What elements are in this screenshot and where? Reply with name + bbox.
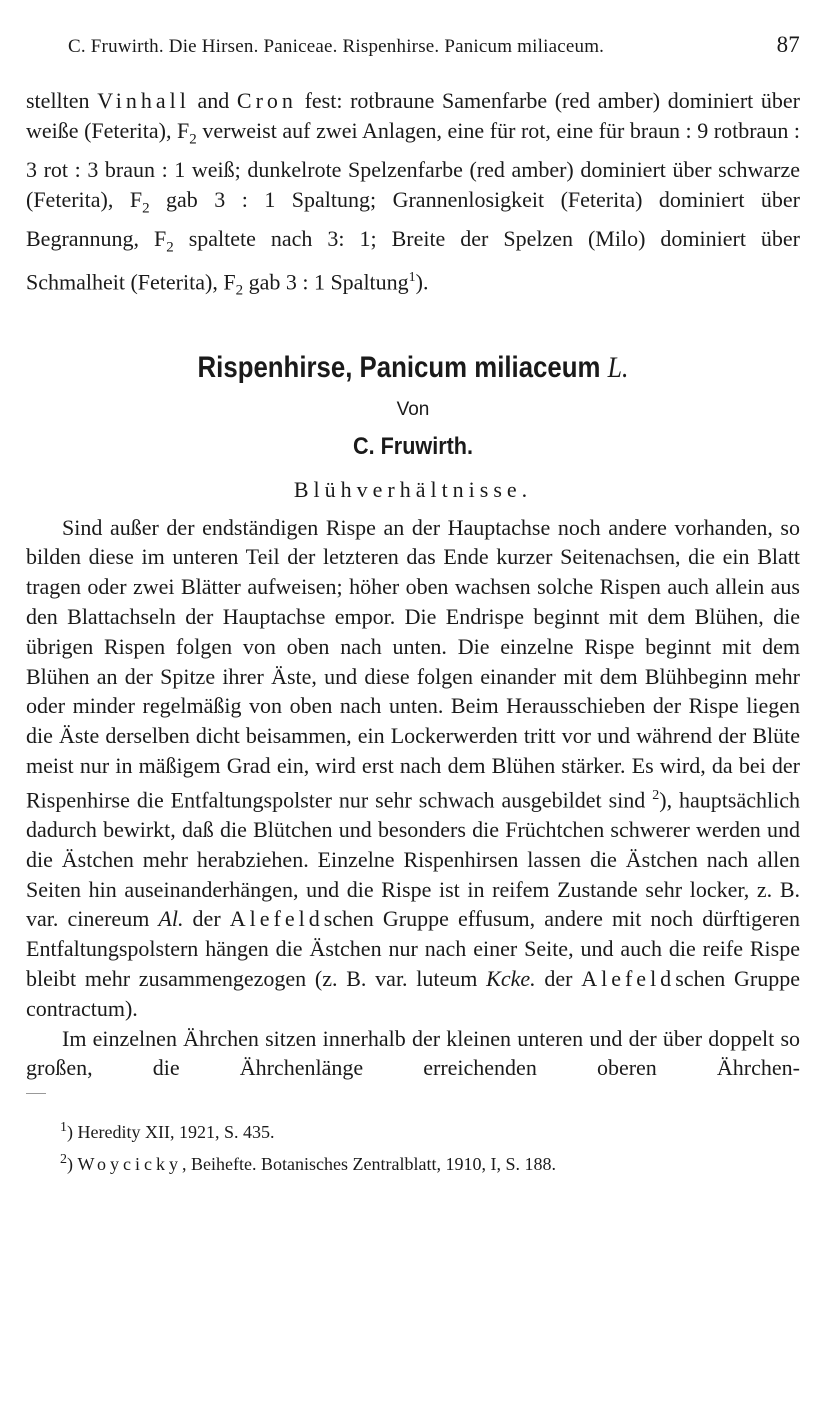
running-head-title: C. Fruwirth. Die Hirsen. Paniceae. Rispenhirse. Panicum miliaceum. — [68, 36, 605, 57]
author-name: Cron — [236, 88, 297, 113]
article-author: C. Fruwirth. — [352, 432, 473, 460]
section-title: Blühverhältnisse. — [293, 476, 533, 502]
intro-paragraph: stellten Vinhall and Cron fest: rotbraune Samenfarbe (red amber) dominiert über weiße (Feterita), $F_2$ verweist auf zwei Anlagen, eine für rot, eine für braun : 9 rotbraun : 3 rot : 3 braun : 1 weiß; dunkelrote Spelzenfarbe (red amber) dominiert über schwarze (Feterita), $F_2$ gab 3 : 1 Spaltung; Grannenlosigkeit (Feterita) dominiert über Begrannung, $F_2$ spaltete nach 3: 1; Breite der Spelzen (Milo) dominiert über Schmalheit (Feterita), $F_2$ gab 3 : 1 Spaltung$^1$). — [26, 88, 801, 299]
footnote: $^1$) Heredity XII, 1921, S. 435. — [60, 1120, 275, 1143]
footnote: $^2$) Woycicky, Beihefte. Botanisches Zentralblatt, 1910, I, S. 188. — [60, 1152, 556, 1175]
running-head — [26, 32, 800, 66]
byline-von: Von — [396, 398, 430, 420]
author-name: Alefeld — [229, 906, 324, 932]
footnotes — [26, 1114, 800, 1178]
footnote-ref: 1 — [408, 270, 416, 286]
footnote-ref: 2 — [652, 787, 660, 803]
footnote-divider — [26, 1093, 46, 1094]
body-paragraph: Sind außer der endständigen Rispe an der Hauptachse noch andere vorhanden, so bilden diese im unteren Teil der letzteren das Ende kurzer Seitenachsen, die ein Blatt tragen oder zwei Blätter aufweisen; höher oben wachsen solche Rispen auch allein aus den Blattachseln der Hauptachse empor. Die Endrispe beginnt mit dem Blühen, die übrigen Rispen folgen von oben nach unten. Die einzelne Rispe beginnt mit dem Blühen an der Spitze ihrer Äste, und diese folgen einander mit dem Blühbeginn mehr oder minder regelmäßig von oben nach unten. Beim Herausschieben der Rispe liegen die Äste derselben dicht beisammen, ein Lockerwerden tritt vor und während der Blüte meist nur in mäßigem Grad ein, wird erst nach dem Blühen stärker. Es wird, da bei der Rispenhirse die Entfaltungspolster nur sehr schwach ausgebildet sind $^2$), hauptsächlich dadurch bewirkt, daß die Blütchen und besonders die Früchtchen schwerer werden und die Ästchen mehr herabziehen. Einzelne Rispenhirsen lassen die Ästchen nach allen Seiten hin auseinanderhängen, und die Rispe ist in reifem Zustande sehr locker, z. B. var. cinereum Al. der Alefeldschen Gruppe effusum, andere mit noch dürftigeren Entfaltungspolstern hängen die Ästchen nur nach einer Seite, und auch die reife Rispe bleibt mehr zusammengezogen (z. B. var. luteum Kcke. der Alefeldschen Gruppe contractum). — [26, 514, 801, 1021]
body-paragraph: Im einzelnen Ährchen sitzen innerhalb der kleinen unteren und der über doppelt so großen, die Ährchenlänge erreichenden oberen Ährchen- — [26, 1025, 800, 1081]
document-page — [26, 32, 800, 1178]
article-heading: Rispenhirse, Panicum miliaceum L. — [197, 350, 629, 384]
page-number: 87 — [776, 32, 800, 57]
author-name: Vinhall — [97, 88, 190, 113]
author-name: Alefeld — [581, 965, 676, 991]
